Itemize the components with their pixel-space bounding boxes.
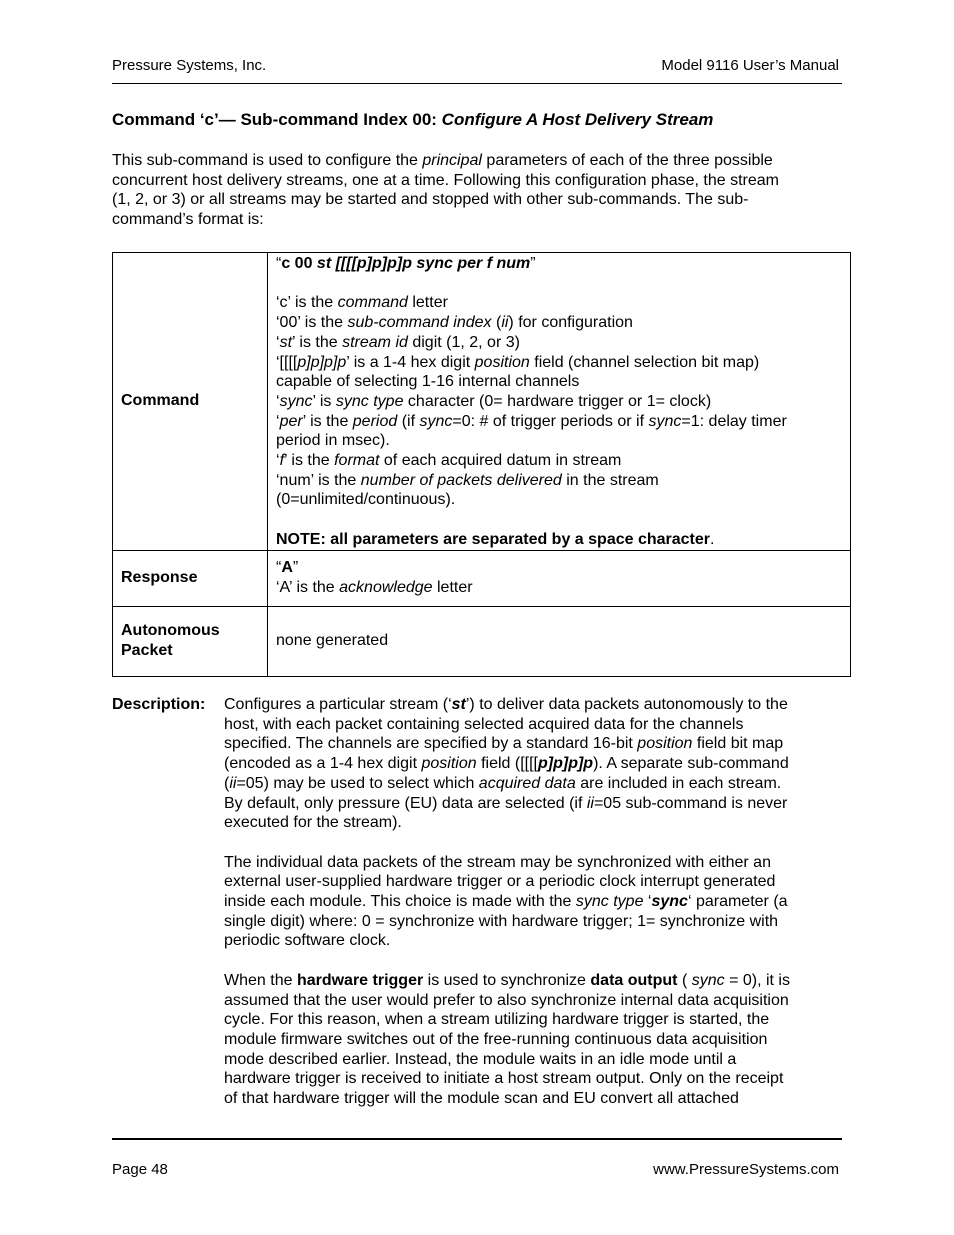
text-run: ” (530, 255, 536, 272)
text-run: command (337, 294, 408, 312)
text-run: ‘ (276, 452, 280, 470)
command-detail-line: capable of selecting 1-16 internal channels (276, 373, 580, 391)
command-detail-line (276, 412, 842, 432)
command-note (276, 530, 842, 550)
text-run: =05) may be used to select which (236, 774, 479, 792)
text-run: stream id (342, 333, 408, 351)
text-line: mode described earlier. Instead, the module waits in an idle mode until a (224, 1050, 737, 1068)
response-row (113, 550, 851, 606)
description-body (224, 695, 844, 1128)
text-line: of that hardware trigger will the module scan and EU convert all attached (224, 1090, 739, 1108)
text-run: = 0), it is (724, 971, 790, 989)
text-run: ‘ parameter (a (687, 893, 788, 911)
text-line (224, 734, 844, 754)
response-detail-line (276, 578, 842, 598)
text-line (224, 774, 844, 794)
text-line (224, 971, 844, 991)
header-manual-title: Model 9116 User’s Manual (661, 57, 839, 74)
autonomous-value: none generated (268, 606, 851, 676)
description-label: Description: (112, 696, 206, 713)
text-line: host, with each packet containing selected acquired data for the channels (224, 715, 744, 733)
text-run: p]p]p]p (297, 353, 347, 371)
text-run: Configures a particular stream (‘ (224, 696, 452, 713)
text-run: acquired data (478, 774, 576, 792)
spacer (276, 274, 842, 294)
text-run: position (474, 353, 530, 371)
text-run: NOTE: all parameters are separated by a space character (276, 530, 710, 548)
text-run: “ (276, 559, 282, 577)
text-run: ‘num’ is the (276, 471, 361, 489)
text-line: single digit) where: 0 = synchronize with hardware trigger; 1= synchronize with (224, 912, 779, 930)
response-syntax (276, 558, 842, 578)
text-run: field bit map (692, 735, 784, 753)
text-run: =0: # of trigger periods or if (452, 412, 649, 430)
text-run: =1: delay timer (681, 412, 787, 430)
text-run: ’ is a 1-4 hex digit (346, 353, 475, 371)
text-line: module firmware switches out of the free-running continuous data acquisition (224, 1030, 768, 1048)
text-run: ii (586, 794, 594, 812)
response-label: Response (113, 550, 268, 606)
text-run: =05 sub-command is never (593, 794, 788, 812)
text-run: ). A separate sub-command (593, 755, 789, 773)
command-detail-line: (0=unlimited/continuous). (276, 491, 456, 509)
text-line (224, 794, 844, 814)
text-line: external user-supplied hardware trigger or a periodic clock interrupt generated (224, 873, 776, 891)
text-run: letter (407, 294, 448, 312)
command-detail-line (276, 293, 842, 313)
text-run: inside each module. This choice is made with the (224, 893, 576, 911)
section-title (112, 110, 713, 130)
text-run: st (279, 333, 293, 351)
text-run: “ (276, 255, 282, 272)
footer-website: www.PressureSystems.com (653, 1161, 839, 1178)
text-run: format (334, 452, 380, 470)
text-run: (encoded as a 1-4 hex digit (224, 755, 422, 773)
text-run: st (451, 696, 466, 713)
text-run: Packet (121, 642, 173, 660)
text-run: acknowledge (339, 579, 433, 597)
intro-line (112, 151, 844, 171)
text-run: period (352, 412, 398, 430)
text-run: ’ is (312, 392, 336, 410)
text-run: ii (229, 774, 237, 792)
text-run: is used to synchronize (423, 971, 591, 989)
text-run: sync type (575, 893, 644, 911)
text-run: sync (648, 412, 682, 430)
text-run: This sub-command is used to configure the (112, 152, 423, 169)
text-run: (if (397, 412, 420, 430)
text-line: hardware trigger is received to initiate a host stream output. Only on the receipt (224, 1070, 784, 1088)
text-line (224, 892, 844, 912)
page-number: Page 48 (112, 1161, 168, 1178)
intro-line: command’s format is: (112, 211, 264, 229)
text-run: field ([[[[ (476, 755, 538, 773)
text-run: ‘ (643, 893, 652, 911)
header-rule (112, 83, 842, 84)
text-run: ‘c’ is the (276, 294, 338, 312)
text-run: digit (1, 2, or 3) (407, 333, 520, 351)
text-line: The individual data packets of the stream may be synchronized with either an (224, 853, 771, 871)
text-run: ’) to deliver data packets autonomously to the (465, 696, 788, 713)
text-run: sync type (335, 392, 404, 410)
text-run: letter (432, 579, 473, 597)
text-run: ’ is the (302, 412, 353, 430)
command-detail-line (276, 313, 842, 333)
text-run: number of packets delivered (360, 471, 562, 489)
text-run: hardware trigger (296, 971, 424, 989)
text-run: st [[[[p]p]p]p sync per f num (316, 255, 531, 272)
text-line: periodic software clock. (224, 932, 391, 950)
text-run: c 00 (281, 255, 317, 272)
text-run: position (421, 755, 477, 773)
command-detail-line: period in msec). (276, 432, 390, 450)
text-run: Autonomous (121, 622, 220, 640)
text-run: f (279, 452, 285, 470)
text-run: ( (677, 971, 692, 989)
text-run: position (637, 735, 693, 753)
text-run: ( (224, 774, 230, 792)
autonomous-row (113, 606, 851, 676)
description-paragraph-1 (224, 695, 844, 833)
text-run: sync (279, 392, 313, 410)
text-run: ‘ (276, 333, 280, 351)
section-title-italic: Configure A Host Delivery Stream (441, 110, 714, 129)
text-run: ( (491, 314, 502, 332)
text-run: principal (422, 152, 482, 169)
command-syntax (276, 254, 842, 274)
text-run: ‘[[[[ (276, 353, 298, 371)
text-run: parameters of each of the three possible (481, 152, 773, 169)
command-detail-line (276, 471, 842, 491)
command-detail-line (276, 392, 842, 412)
text-run: ‘A’ is the (276, 579, 340, 597)
text-run: ii (501, 314, 509, 332)
text-run: p]p]p]p (537, 755, 594, 773)
text-line (224, 695, 844, 715)
text-run: sync (691, 971, 725, 989)
header-company: Pressure Systems, Inc. (112, 57, 267, 74)
section-title-prefix: Command ‘c’— Sub-command Index 00: (112, 110, 442, 129)
text-line: executed for the stream). (224, 814, 402, 832)
text-run: of each acquired datum in stream (379, 452, 622, 470)
text-run: . (710, 530, 715, 548)
command-value (268, 253, 851, 551)
text-run: ) for configuration (508, 314, 633, 332)
text-run: are included in each stream. (575, 774, 782, 792)
text-run: data output (590, 971, 678, 989)
command-row (113, 253, 851, 551)
text-run: ’ is the (292, 333, 343, 351)
text-run: specified. The channels are specified by a standard 16-bit (224, 735, 638, 753)
text-run: per (279, 412, 303, 430)
text-line: cycle. For this reason, when a stream utilizing hardware trigger is started, the (224, 1011, 770, 1029)
command-detail-line (276, 333, 842, 353)
text-run: ‘00’ is the (276, 314, 348, 332)
text-run: sub-command index (347, 314, 492, 332)
text-run: field (channel selection bit map) (529, 353, 760, 371)
text-run: By default, only pressure (EU) data are selected (if (224, 794, 587, 812)
command-table (112, 252, 851, 677)
text-line (224, 754, 844, 774)
autonomous-label (113, 606, 268, 676)
text-run: ‘ (276, 412, 280, 430)
text-line: assumed that the user would prefer to also synchronize internal data acquisition (224, 991, 789, 1009)
spacer (276, 510, 842, 530)
text-run: in the stream (561, 471, 659, 489)
intro-line: (1, 2, or 3) or all streams may be started and stopped with other sub-commands. The sub- (112, 191, 749, 209)
text-run: ” (292, 559, 299, 577)
intro-paragraph (112, 151, 844, 230)
response-value (268, 550, 851, 606)
text-run: When the (224, 971, 297, 989)
intro-line: concurrent host delivery streams, one at a time. Following this configuration phase, the stream (112, 171, 779, 189)
command-detail-line (276, 451, 842, 471)
text-run: ‘ (276, 392, 280, 410)
command-label: Command (113, 253, 268, 551)
description-paragraph-3 (224, 971, 844, 1109)
command-detail-line (276, 353, 842, 373)
text-run: ’ is the (284, 452, 335, 470)
text-run: sync (419, 412, 453, 430)
footer-rule (112, 1138, 842, 1140)
text-run: A (281, 559, 293, 577)
text-run: character (0= hardware trigger or 1= clock) (403, 392, 712, 410)
text-run: sync (651, 893, 688, 911)
description-paragraph-2 (224, 853, 844, 952)
